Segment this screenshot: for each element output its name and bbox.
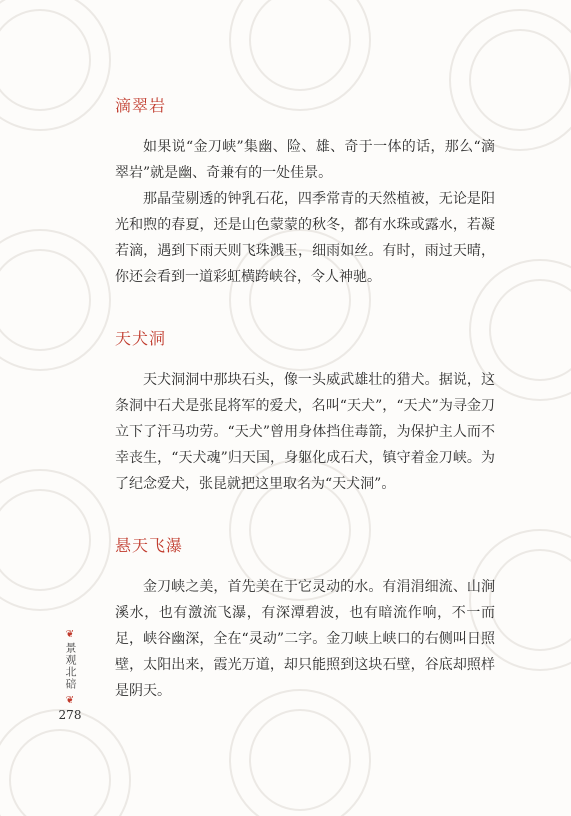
paragraph: 天犬洞洞中那块石头，像一头威武雄壮的猎犬。据说，这条洞中石犬是张昆将军的爱犬，名叫“天犬”，“天犬”为寻金刀立下了汗马功劳。“天犬”曾用身体挡住毒箭，为保护主人而不幸丧生，“天犬魂”归天国，身躯化成石犬，镇守着金刀峡。为了纪念爱犬，张昆就把这里取名为“天犬洞”。 [115, 372, 495, 492]
paragraph: 那晶莹剔透的钟乳石花，四季常青的天然植被，无论是阳光和煦的春夏，还是山色蒙蒙的秋冬，都有水珠或露水，若凝若滴，遇到下雨天则飞珠溅玉，细雨如丝。有时，雨过天晴，你还会看到一道彩虹横跨峡谷，令人神驰。 [115, 191, 495, 285]
ornament-icon: ❦ [65, 629, 75, 640]
paragraph: 金刀峡之美，首先美在于它灵动的水。有涓涓细流、山涧溪水，也有激流飞瀑，有深潭碧波，也有暗流作响，不一而足，峡谷幽深，全在“灵动”二字。金刀峡上峡口的右侧叫日照壁，太阳出来，霞光万道，却只能照到这块石壁，谷底却照样是阴天。 [115, 579, 495, 699]
section-xuantianfeipu [115, 535, 495, 704]
section-heading: 天犬洞 [115, 329, 167, 348]
section-heading: 滴翠岩 [115, 96, 167, 115]
side-label: 景观北碚 [64, 642, 77, 690]
section-heading: 悬天飞瀑 [115, 536, 184, 555]
main-content [115, 95, 495, 704]
paragraph: 如果说“金刀峡”集幽、险、雄、奇于一体的话，那么“滴翠岩”就是幽、奇兼有的一处佳景。 [115, 139, 495, 181]
section-tianquandong [115, 328, 495, 497]
page-number: 278 [58, 708, 82, 722]
section-diicuiyan [115, 95, 495, 290]
ornament-icon: ❦ [65, 695, 75, 706]
side-label-block [55, 630, 85, 722]
